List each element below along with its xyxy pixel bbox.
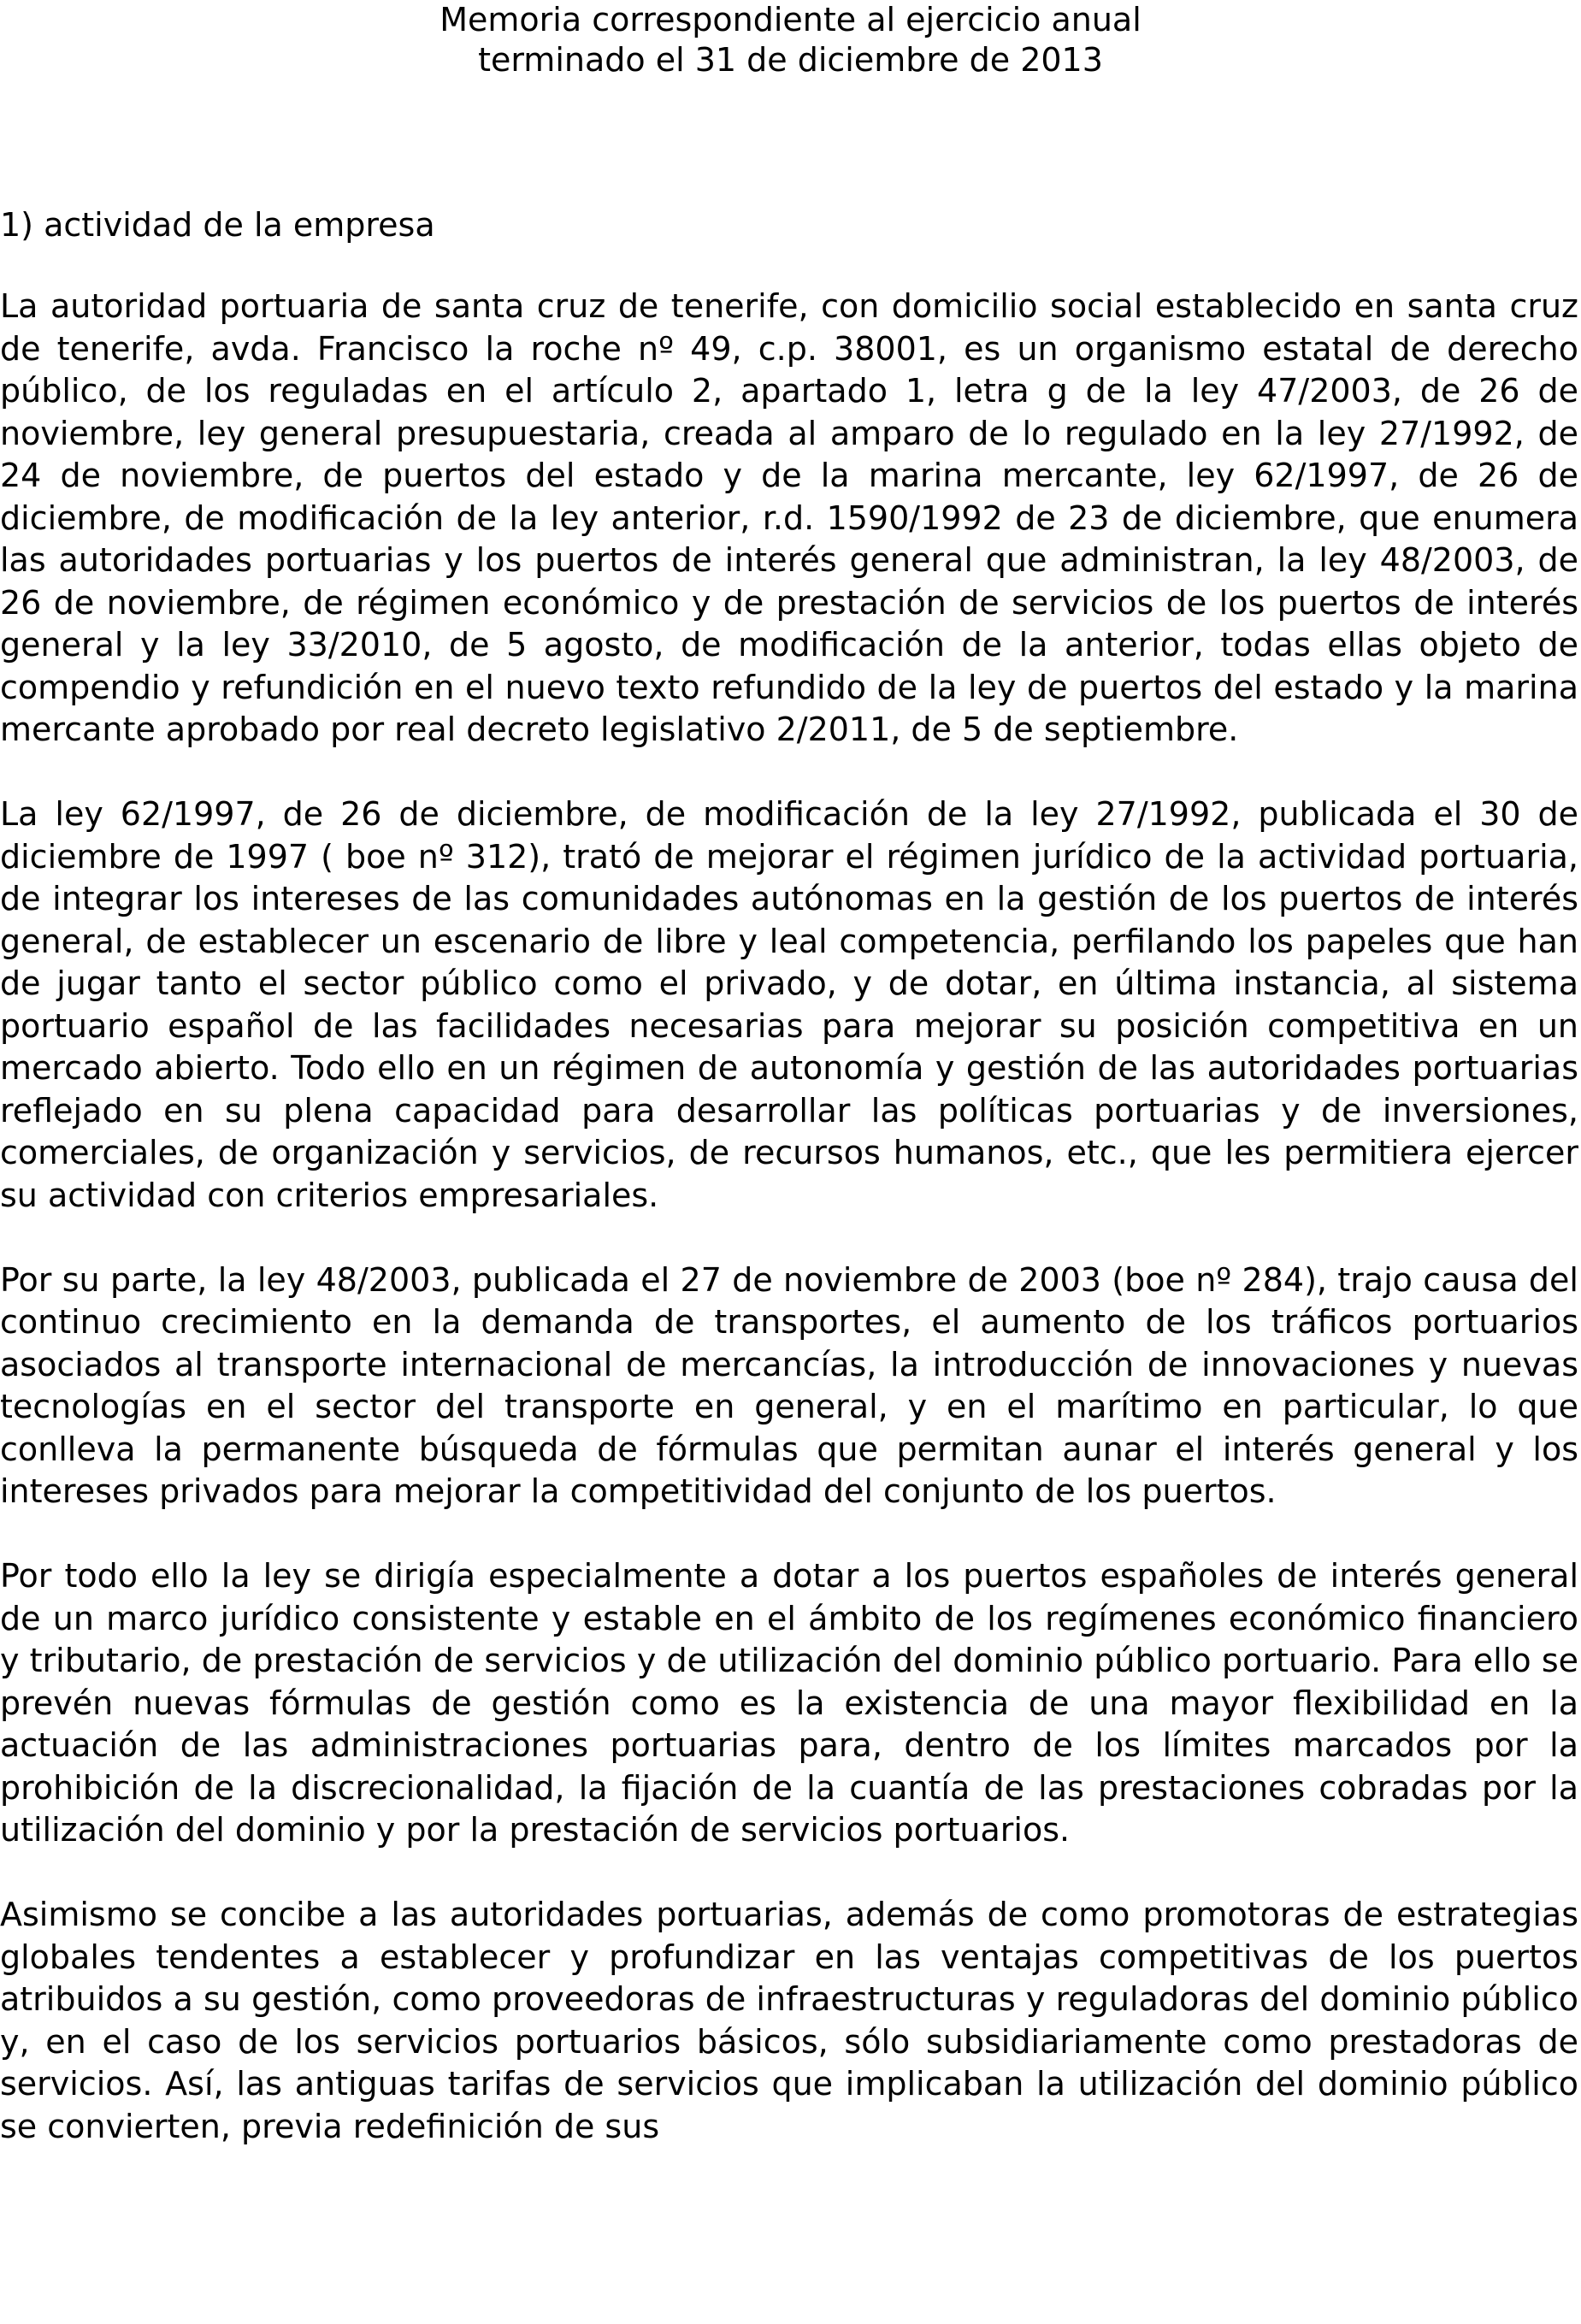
- header-title-line-1: Memoria correspondiente al ejercicio anual: [439, 1, 1142, 38]
- header-title-line-2: terminado el 31 de diciembre de 2013: [478, 41, 1103, 79]
- section-heading: 1) actividad de la empresa: [0, 206, 435, 244]
- document-body: [0, 203, 1578, 2148]
- paragraph-5: Asimismo se concibe a las autoridades portuarias, además de como promotoras de estrategias globales tendentes a establecer y profundizar en las ventajas competitivas de los puertos atribuidos a su gestión, como proveedoras de infraestructuras y reguladoras del dominio público y, en el caso de los servicios portuarios básicos, sólo subsidiariamente como prestadoras de servicios. Así, las antiguas tarifas de servicios que implicaban la utilización del dominio público se convierten, previa redefinición de sus: [0, 1896, 1578, 2145]
- page-header: [0, 0, 1581, 80]
- paragraph-3: Por su parte, la ley 48/2003, publicada el 27 de noviembre de 2003 (boe nº 284), trajo causa del continuo crecimiento en la demanda de transportes, el aumento de los tráficos portuarios asociados al transporte internacional de mercancías, la introducción de innovaciones y nuevas tecnologías en el sector del transporte en general, y en el marítimo en particular, lo que conlleva la permanente búsqueda de fórmulas que permitan aunar el interés general y los intereses privados para mejorar la competitividad del conjunto de los puertos.: [0, 1260, 1578, 1510]
- paragraph-4: Por todo ello la ley se dirigía especialmente a dotar a los puertos españoles de interés general de un marco jurídico consistente y estable en el ámbito de los regímenes económico financiero y tributario, de prestación de servicios y de utilización del dominio público portuario. Para ello se prevén nuevas fórmulas de gestión como es la existencia de una mayor flexibilidad en la actuación de las administraciones portuarias para, dentro de los límites marcados por la prohibición de la discrecionalidad, la fijación de la cuantía de las prestaciones cobradas por la utilización del dominio y por la prestación de servicios portuarios.: [0, 1557, 1578, 1849]
- paragraph-2: La ley 62/1997, de 26 de diciembre, de modificación de la ley 27/1992, publicada el 30 de diciembre de 1997 ( boe nº 312), trató de mejorar el régimen jurídico de la actividad portuaria, de integrar los intereses de las comunidades autónomas en la gestión de los puertos de interés general, de establecer un escenario de libre y leal competencia, perfilando los papeles que han de jugar tanto el sector público como el privado, y de dotar, en última instancia, al sistema portuario español de las facilidades necesarias para mejorar su posición competitiva en un mercado abierto. Todo ello en un régimen de autonomía y gestión de las autoridades portuarias reflejado en su plena capacidad para desarrollar las políticas portuarias y de inversiones, comerciales, de organización y servicios, de recursos humanos, etc., que les permitiera ejercer su actividad con criterios empresariales.: [0, 795, 1578, 1214]
- paragraph-1: La autoridad portuaria de santa cruz de tenerife, con domicilio social establecido en santa cruz de tenerife, avda. Francisco la roche nº 49, c.p. 38001, es un organismo estatal de derecho público, de los reguladas en el artículo 2, apartado 1, letra g de la ley 47/2003, de 26 de noviembre, ley general presupuestaria, creada al amparo de lo regulado en la ley 27/1992, de 24 de noviembre, de puertos del estado y de la marina mercante, ley 62/1997, de 26 de diciembre, de modificación de la ley anterior, r.d. 1590/1992 de 23 de diciembre, que enumera las autoridades portuarias y los puertos de interés general que administran, la ley 48/2003, de 26 de noviembre, de régimen económico y de prestación de servicios de los puertos de interés general y la ley 33/2010, de 5 agosto, de modificación de la anterior, todas ellas objeto de compendio y refundición en el nuevo texto refundido de la ley de puertos del estado y la marina mercante aprobado por real decreto legislativo 2/2011, de 5 de septiembre.: [0, 287, 1578, 748]
